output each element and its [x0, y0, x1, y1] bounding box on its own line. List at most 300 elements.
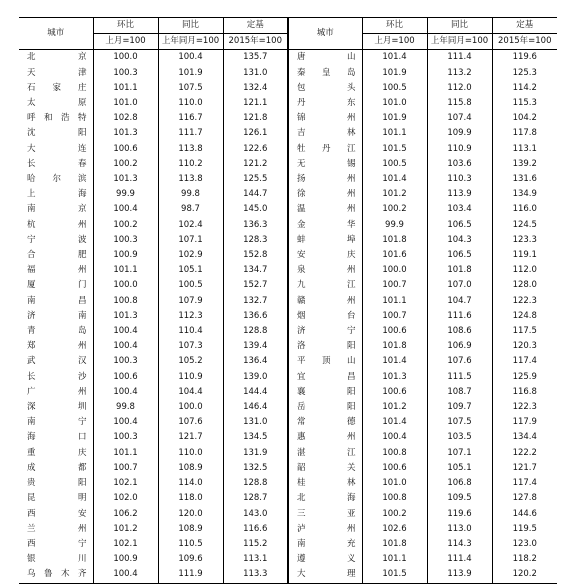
mom-value-cell: 100.4: [93, 324, 158, 339]
table-row: [19, 66, 557, 81]
mom-value-cell: 100.7: [362, 309, 427, 324]
mom-value-cell: 101.1: [93, 446, 158, 461]
fixed-value-cell: 126.1: [223, 126, 288, 141]
mom-value-cell: 100.3: [93, 66, 158, 81]
city-name-cell: 乌鲁木齐: [19, 567, 93, 583]
mom-value-cell: 102.1: [93, 537, 158, 552]
yoy-base-header: 上年同月=100: [427, 34, 492, 50]
city-name-cell: 南昌: [27, 295, 87, 306]
table-row: [19, 370, 557, 385]
city-name-cell: 韶关: [288, 461, 362, 476]
table-row: [19, 278, 557, 293]
city-name-cell: 宜昌: [288, 370, 362, 385]
city-name-cell: 包头: [288, 81, 362, 96]
yoy-value-cell: 110.0: [158, 446, 223, 461]
city-name-cell: 沈阳: [27, 128, 87, 139]
table-row: [19, 522, 557, 537]
mom-value-cell: 99.9: [93, 187, 158, 202]
city-name-cell: 金华: [288, 218, 362, 233]
city-name-cell: 上海: [27, 189, 87, 200]
yoy-value-cell: 104.4: [158, 385, 223, 400]
city-name-cell: 徐州: [288, 187, 362, 202]
table-row: [19, 233, 557, 248]
fixed-value-cell: 131.9: [223, 446, 288, 461]
city-name-cell: 哈尔滨: [27, 174, 87, 185]
table-row: [19, 552, 557, 567]
city-name-cell: 大理: [288, 567, 362, 583]
city-name-cell: 唐山: [288, 50, 362, 66]
yoy-header: 同比: [158, 18, 223, 34]
yoy-value-cell: 107.5: [158, 81, 223, 96]
fixed-value-cell: 125.9: [492, 370, 557, 385]
yoy-value-cell: 103.6: [427, 157, 492, 172]
mom-value-cell: 101.4: [362, 415, 427, 430]
fixed-value-cell: 104.2: [492, 111, 557, 126]
mom-value-cell: 100.6: [93, 142, 158, 157]
fixed-value-cell: 128.0: [492, 278, 557, 293]
fixed-value-cell: 121.7: [492, 461, 557, 476]
yoy-value-cell: 113.9: [427, 187, 492, 202]
mom-value-cell: 100.4: [93, 385, 158, 400]
city-header: 城市: [19, 18, 93, 50]
fixed-value-cell: 122.6: [223, 142, 288, 157]
city-name-cell: 温州: [288, 202, 362, 217]
mom-value-cell: 100.0: [93, 278, 158, 293]
city-name-cell: 长春: [27, 158, 87, 169]
table-row: [19, 157, 557, 172]
fixed-value-cell: 117.8: [492, 126, 557, 141]
yoy-value-cell: 111.5: [427, 370, 492, 385]
city-name-cell: 泉州: [288, 263, 362, 278]
city-name-cell: 洛阳: [288, 339, 362, 354]
yoy-value-cell: 107.9: [158, 294, 223, 309]
yoy-value-cell: 121.7: [158, 430, 223, 445]
fixed-value-cell: 131.6: [492, 172, 557, 187]
yoy-value-cell: 110.9: [427, 142, 492, 157]
mom-value-cell: 100.5: [362, 81, 427, 96]
city-name-cell: 吉林: [288, 126, 362, 141]
city-name-cell: 厦门: [27, 280, 87, 291]
fixed-value-cell: 125.5: [223, 172, 288, 187]
city-name-cell: 郑州: [27, 341, 87, 352]
fixed-value-cell: 128.8: [223, 324, 288, 339]
yoy-value-cell: 114.3: [427, 537, 492, 552]
fixed-value-cell: 143.0: [223, 507, 288, 522]
yoy-value-cell: 104.3: [427, 233, 492, 248]
mom-value-cell: 100.3: [93, 233, 158, 248]
fixed-value-cell: 122.3: [492, 294, 557, 309]
table-row: [19, 430, 557, 445]
mom-value-cell: 100.9: [93, 552, 158, 567]
yoy-value-cell: 116.7: [158, 111, 223, 126]
table-row: [19, 294, 557, 309]
yoy-value-cell: 108.9: [158, 522, 223, 537]
mom-value-cell: 101.8: [362, 233, 427, 248]
table-row: [19, 461, 557, 476]
table-row: [19, 172, 557, 187]
yoy-value-cell: 111.9: [158, 567, 223, 583]
fixed-base-header: 2015年=100: [492, 34, 557, 50]
fixed-value-cell: 112.0: [492, 263, 557, 278]
city-name-cell: 银川: [27, 554, 87, 565]
mom-value-cell: 100.4: [362, 430, 427, 445]
yoy-value-cell: 112.0: [427, 81, 492, 96]
city-name-cell: 遵义: [288, 552, 362, 567]
fixed-value-cell: 132.4: [223, 81, 288, 96]
yoy-value-cell: 111.4: [427, 552, 492, 567]
yoy-value-cell: 107.0: [427, 278, 492, 293]
yoy-value-cell: 108.6: [427, 324, 492, 339]
mom-value-cell: 101.6: [362, 248, 427, 263]
mom-value-cell: 100.8: [93, 294, 158, 309]
yoy-value-cell: 104.7: [427, 294, 492, 309]
yoy-value-cell: 100.0: [158, 400, 223, 415]
mom-value-cell: 100.5: [362, 157, 427, 172]
city-name-cell: 蚌埠: [288, 233, 362, 248]
mom-value-cell: 100.7: [362, 278, 427, 293]
city-name-cell: 惠州: [288, 430, 362, 445]
city-name-cell: 岳阳: [288, 400, 362, 415]
yoy-value-cell: 112.3: [158, 309, 223, 324]
city-name-cell: 重庆: [27, 447, 87, 458]
mom-value-cell: 101.3: [93, 126, 158, 141]
table-row: [19, 491, 557, 506]
fixed-base-header: 2015年=100: [223, 34, 288, 50]
fixed-value-cell: 115.2: [223, 537, 288, 552]
fixed-value-cell: 136.4: [223, 354, 288, 369]
city-name-cell: 昆明: [27, 493, 87, 504]
mom-value-cell: 102.8: [93, 111, 158, 126]
city-name-cell: 成都: [27, 462, 87, 473]
mom-value-cell: 100.6: [362, 461, 427, 476]
yoy-value-cell: 115.8: [427, 96, 492, 111]
mom-value-cell: 100.8: [362, 491, 427, 506]
fixed-value-cell: 119.1: [492, 248, 557, 263]
mom-header: 环比: [362, 18, 427, 34]
yoy-value-cell: 113.0: [427, 522, 492, 537]
fixed-value-cell: 145.0: [223, 202, 288, 217]
yoy-value-cell: 110.0: [158, 96, 223, 111]
table-row: [19, 400, 557, 415]
fixed-value-cell: 128.7: [223, 491, 288, 506]
fixed-value-cell: 146.4: [223, 400, 288, 415]
fixed-value-cell: 124.8: [492, 309, 557, 324]
mom-value-cell: 100.4: [93, 567, 158, 583]
header-row: [19, 18, 557, 34]
fixed-value-cell: 114.2: [492, 81, 557, 96]
yoy-base-header: 上年同月=100: [158, 34, 223, 50]
city-name-cell: 南京: [27, 204, 87, 215]
city-name-cell: 大连: [27, 143, 87, 154]
yoy-value-cell: 105.1: [158, 263, 223, 278]
yoy-value-cell: 107.1: [427, 446, 492, 461]
fixed-value-cell: 117.9: [492, 415, 557, 430]
yoy-value-cell: 107.6: [158, 415, 223, 430]
mom-value-cell: 100.0: [362, 263, 427, 278]
yoy-value-cell: 108.7: [427, 385, 492, 400]
mom-value-cell: 100.6: [362, 385, 427, 400]
yoy-value-cell: 114.0: [158, 476, 223, 491]
mom-value-cell: 101.8: [362, 339, 427, 354]
city-name-cell: 石家庄: [27, 82, 87, 93]
yoy-value-cell: 110.2: [158, 157, 223, 172]
mom-value-cell: 101.0: [93, 96, 158, 111]
fixed-value-cell: 134.5: [223, 430, 288, 445]
mom-value-cell: 100.0: [93, 50, 158, 66]
fixed-value-cell: 118.2: [492, 552, 557, 567]
yoy-value-cell: 98.7: [158, 202, 223, 217]
yoy-value-cell: 108.9: [158, 461, 223, 476]
mom-value-cell: 100.4: [93, 202, 158, 217]
city-name-cell: 北京: [27, 52, 87, 63]
fixed-value-cell: 152.8: [223, 248, 288, 263]
city-name-cell: 济南: [27, 310, 87, 321]
mom-value-cell: 100.2: [362, 507, 427, 522]
city-name-cell: 平顶山: [288, 354, 362, 369]
mom-value-cell: 100.4: [93, 415, 158, 430]
fixed-value-cell: 132.7: [223, 294, 288, 309]
yoy-value-cell: 109.6: [158, 552, 223, 567]
yoy-value-cell: 113.8: [158, 142, 223, 157]
yoy-value-cell: 107.3: [158, 339, 223, 354]
table-row: [19, 126, 557, 141]
fixed-value-cell: 131.0: [223, 66, 288, 81]
mom-value-cell: 101.1: [362, 552, 427, 567]
yoy-value-cell: 119.6: [427, 507, 492, 522]
yoy-header: 同比: [427, 18, 492, 34]
housing-price-index-table: [19, 17, 557, 584]
price-index-table-container: [19, 17, 557, 584]
city-name-cell: 锦州: [288, 111, 362, 126]
table-row: [19, 96, 557, 111]
fixed-value-cell: 128.3: [223, 233, 288, 248]
yoy-value-cell: 103.4: [427, 202, 492, 217]
city-name-cell: 北海: [288, 491, 362, 506]
fixed-value-cell: 139.4: [223, 339, 288, 354]
city-name-cell: 济宁: [288, 324, 362, 339]
table-row: [19, 187, 557, 202]
yoy-value-cell: 100.4: [158, 50, 223, 66]
mom-value-cell: 101.5: [362, 567, 427, 583]
mom-value-cell: 101.1: [93, 81, 158, 96]
fixed-value-cell: 121.8: [223, 111, 288, 126]
mom-value-cell: 100.2: [93, 218, 158, 233]
mom-value-cell: 100.2: [93, 157, 158, 172]
yoy-value-cell: 109.5: [427, 491, 492, 506]
mom-value-cell: 101.1: [93, 263, 158, 278]
fixed-value-cell: 119.5: [492, 522, 557, 537]
yoy-value-cell: 106.8: [427, 476, 492, 491]
city-name-cell: 常德: [288, 415, 362, 430]
yoy-value-cell: 106.9: [427, 339, 492, 354]
fixed-value-cell: 117.5: [492, 324, 557, 339]
yoy-value-cell: 101.8: [427, 263, 492, 278]
fixed-value-cell: 152.7: [223, 278, 288, 293]
fixed-value-cell: 139.0: [223, 370, 288, 385]
city-name-cell: 秦皇岛: [288, 66, 362, 81]
table-row: [19, 507, 557, 522]
yoy-value-cell: 110.4: [158, 324, 223, 339]
fixed-value-cell: 116.6: [223, 522, 288, 537]
fixed-value-cell: 113.3: [223, 567, 288, 583]
fixed-value-cell: 122.2: [492, 446, 557, 461]
city-header: 城市: [288, 18, 362, 50]
fixed-value-cell: 134.9: [492, 187, 557, 202]
yoy-value-cell: 99.8: [158, 187, 223, 202]
yoy-value-cell: 111.7: [158, 126, 223, 141]
fixed-value-cell: 134.7: [223, 263, 288, 278]
city-name-cell: 深圳: [27, 402, 87, 413]
fixed-value-cell: 122.3: [492, 400, 557, 415]
fixed-value-cell: 128.8: [223, 476, 288, 491]
mom-value-cell: 99.9: [362, 218, 427, 233]
city-name-cell: 牡丹江: [288, 142, 362, 157]
city-name-cell: 宁波: [27, 234, 87, 245]
fixed-value-cell: 144.6: [492, 507, 557, 522]
table-row: [19, 248, 557, 263]
city-name-cell: 泸州: [288, 522, 362, 537]
city-name-cell: 杭州: [27, 219, 87, 230]
mom-value-cell: 101.4: [362, 50, 427, 66]
yoy-value-cell: 109.9: [427, 126, 492, 141]
mom-value-cell: 101.3: [362, 370, 427, 385]
city-name-cell: 青岛: [27, 326, 87, 337]
table-row: [19, 111, 557, 126]
city-name-cell: 海口: [27, 432, 87, 443]
table-row: [19, 81, 557, 96]
mom-base-header: 上月=100: [362, 34, 427, 50]
yoy-value-cell: 113.9: [427, 567, 492, 583]
table-row: [19, 476, 557, 491]
fixed-value-cell: 119.6: [492, 50, 557, 66]
table-row: [19, 567, 557, 583]
city-name-cell: 兰州: [27, 523, 87, 534]
yoy-value-cell: 111.6: [427, 309, 492, 324]
fixed-value-cell: 121.2: [223, 157, 288, 172]
yoy-value-cell: 107.4: [427, 111, 492, 126]
city-name-cell: 南宁: [27, 417, 87, 428]
mom-value-cell: 106.2: [93, 507, 158, 522]
fixed-value-cell: 117.4: [492, 354, 557, 369]
fixed-value-cell: 120.3: [492, 339, 557, 354]
mom-value-cell: 100.2: [362, 202, 427, 217]
yoy-value-cell: 103.5: [427, 430, 492, 445]
mom-value-cell: 100.7: [93, 461, 158, 476]
mom-value-cell: 100.6: [362, 324, 427, 339]
yoy-value-cell: 101.9: [158, 66, 223, 81]
yoy-value-cell: 110.9: [158, 370, 223, 385]
mom-value-cell: 100.9: [93, 248, 158, 263]
table-row: [19, 202, 557, 217]
fixed-value-cell: 117.4: [492, 476, 557, 491]
fixed-value-cell: 124.5: [492, 218, 557, 233]
mom-value-cell: 100.3: [93, 354, 158, 369]
mom-value-cell: 101.5: [362, 142, 427, 157]
city-name-cell: 襄阳: [288, 385, 362, 400]
yoy-value-cell: 107.6: [427, 354, 492, 369]
city-name-cell: 合肥: [27, 250, 87, 261]
mom-value-cell: 101.0: [362, 476, 427, 491]
city-name-cell: 长沙: [27, 371, 87, 382]
fixed-value-cell: 136.6: [223, 309, 288, 324]
mom-value-cell: 102.0: [93, 491, 158, 506]
yoy-value-cell: 102.4: [158, 218, 223, 233]
table-row: [19, 537, 557, 552]
mom-value-cell: 101.3: [93, 172, 158, 187]
fixed-value-cell: 120.2: [492, 567, 557, 583]
city-name-cell: 丹东: [288, 96, 362, 111]
mom-value-cell: 101.9: [362, 111, 427, 126]
mom-value-cell: 101.2: [362, 187, 427, 202]
yoy-value-cell: 107.1: [158, 233, 223, 248]
fixed-value-cell: 115.3: [492, 96, 557, 111]
fixed-header: 定基: [223, 18, 288, 34]
fixed-value-cell: 131.0: [223, 415, 288, 430]
city-name-cell: 福州: [27, 265, 87, 276]
yoy-value-cell: 110.3: [427, 172, 492, 187]
city-name-cell: 无锡: [288, 157, 362, 172]
yoy-value-cell: 120.0: [158, 507, 223, 522]
yoy-value-cell: 113.2: [427, 66, 492, 81]
city-name-cell: 烟台: [288, 309, 362, 324]
table-row: [19, 142, 557, 157]
city-name-cell: 南充: [288, 537, 362, 552]
city-name-cell: 西安: [27, 508, 87, 519]
table-row: [19, 309, 557, 324]
fixed-value-cell: 139.2: [492, 157, 557, 172]
fixed-value-cell: 121.1: [223, 96, 288, 111]
mom-value-cell: 101.8: [362, 537, 427, 552]
mom-base-header: 上月=100: [93, 34, 158, 50]
mom-value-cell: 101.3: [93, 309, 158, 324]
yoy-value-cell: 113.8: [158, 172, 223, 187]
table-row: [19, 263, 557, 278]
city-name-cell: 三亚: [288, 507, 362, 522]
fixed-value-cell: 116.0: [492, 202, 557, 217]
yoy-value-cell: 105.2: [158, 354, 223, 369]
mom-value-cell: 100.8: [362, 446, 427, 461]
table-body: [19, 50, 557, 583]
city-name-cell: 武汉: [27, 356, 87, 367]
fixed-value-cell: 113.1: [492, 142, 557, 157]
table-row: [19, 324, 557, 339]
mom-value-cell: 101.4: [362, 172, 427, 187]
table-row: [19, 385, 557, 400]
fixed-value-cell: 134.4: [492, 430, 557, 445]
yoy-value-cell: 109.7: [427, 400, 492, 415]
city-name-cell: 赣州: [288, 294, 362, 309]
mom-value-cell: 102.1: [93, 476, 158, 491]
mom-value-cell: 99.8: [93, 400, 158, 415]
fixed-value-cell: 144.4: [223, 385, 288, 400]
yoy-value-cell: 111.4: [427, 50, 492, 66]
mom-header: 环比: [93, 18, 158, 34]
yoy-value-cell: 106.5: [427, 248, 492, 263]
city-name-cell: 广州: [27, 386, 87, 397]
table-row: [19, 339, 557, 354]
fixed-value-cell: 123.0: [492, 537, 557, 552]
fixed-value-cell: 125.3: [492, 66, 557, 81]
mom-value-cell: 101.1: [362, 126, 427, 141]
yoy-value-cell: 110.5: [158, 537, 223, 552]
yoy-value-cell: 105.1: [427, 461, 492, 476]
city-name-cell: 贵阳: [27, 478, 87, 489]
table-row: [19, 415, 557, 430]
city-name-cell: 西宁: [27, 538, 87, 549]
yoy-value-cell: 102.9: [158, 248, 223, 263]
mom-value-cell: 101.2: [93, 522, 158, 537]
table-row: [19, 354, 557, 369]
